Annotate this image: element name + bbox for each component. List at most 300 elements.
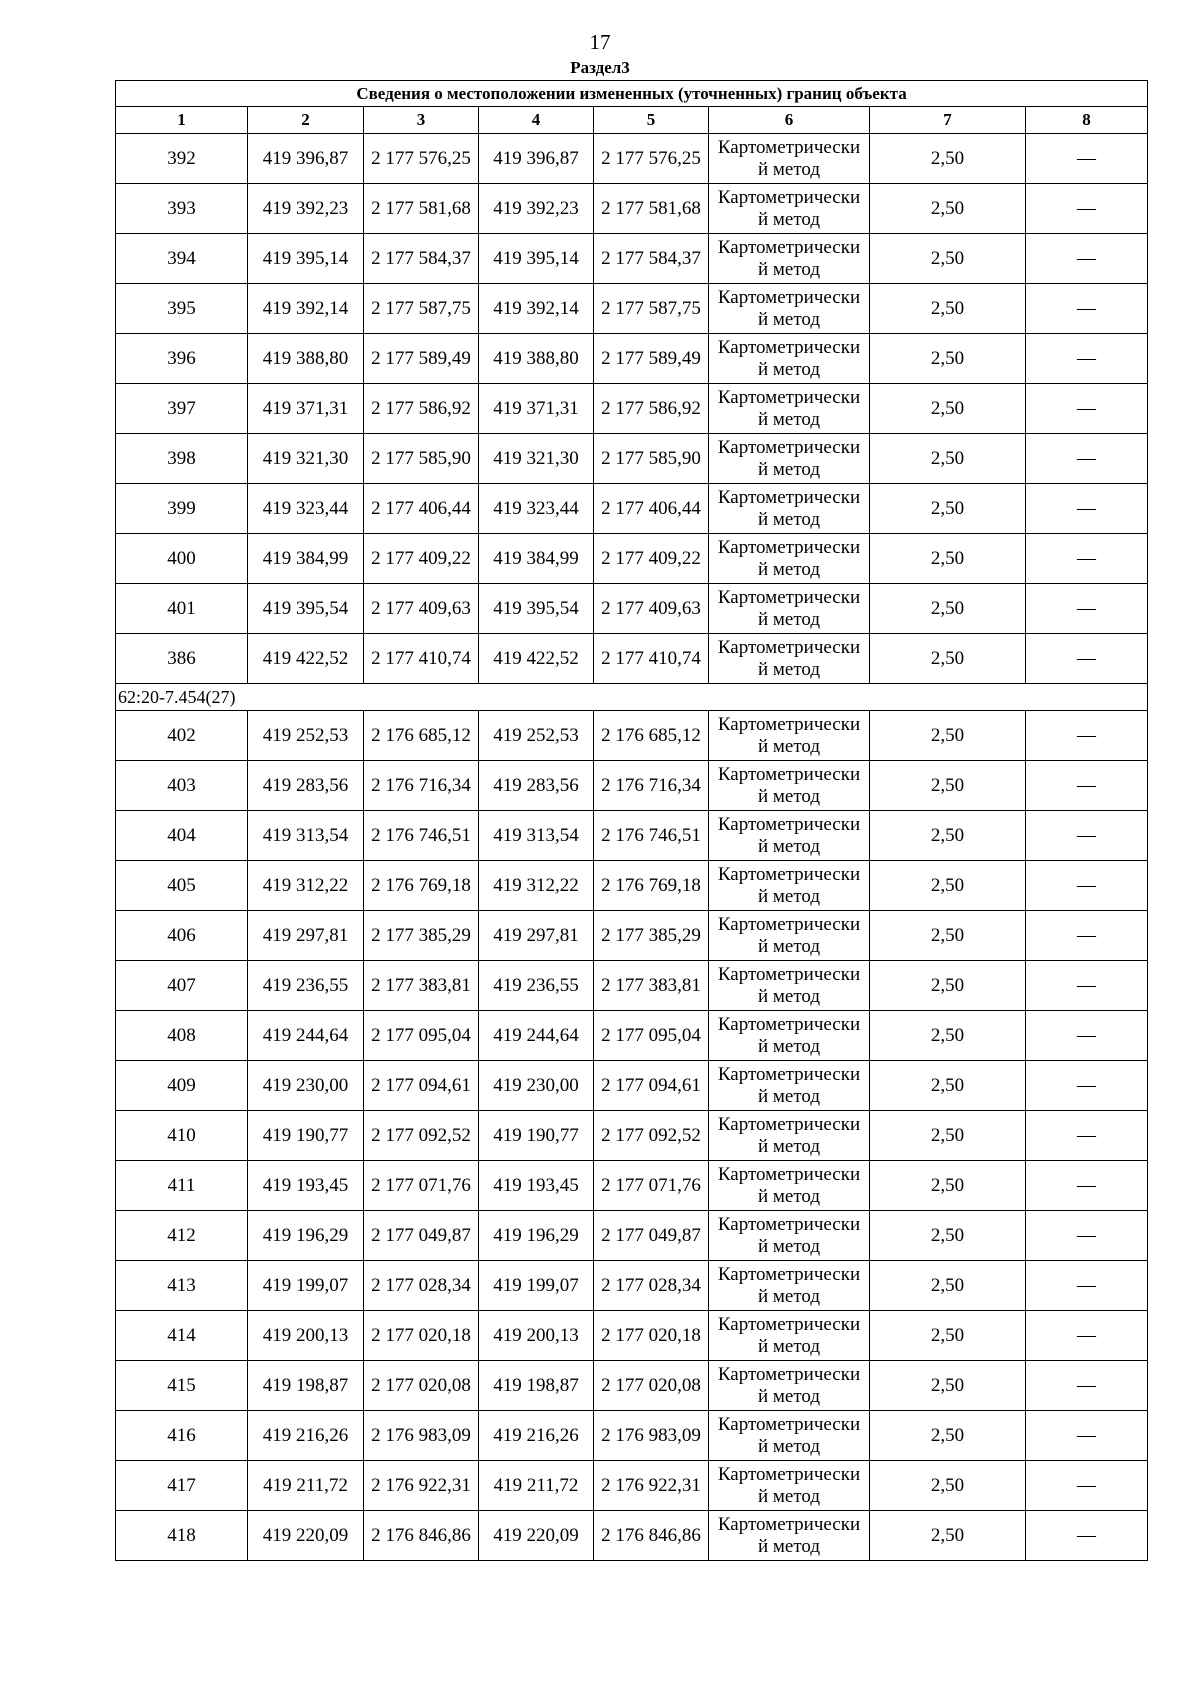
column-number: 8 (1026, 107, 1148, 134)
new-y-cell: 2 176 846,86 (594, 1511, 709, 1561)
table-row (116, 1111, 1148, 1161)
table-row (116, 1061, 1148, 1111)
new-y-cell: 2 177 071,76 (594, 1161, 709, 1211)
method-cell (709, 434, 870, 484)
new-x-cell: 419 216,26 (479, 1411, 594, 1461)
method-cell (709, 711, 870, 761)
method-line-1: Картометрически (717, 1513, 861, 1535)
method-line-2: й метод (757, 1285, 821, 1307)
description-cell: — (1026, 134, 1148, 184)
old-y-cell: 2 176 746,51 (364, 811, 479, 861)
boundary-coordinates-table (115, 80, 1148, 1561)
method-line-2: й метод (757, 458, 821, 480)
new-x-cell: 419 392,14 (479, 284, 594, 334)
table-row (116, 911, 1148, 961)
new-y-cell: 2 177 028,34 (594, 1261, 709, 1311)
point-number-cell: 396 (116, 334, 248, 384)
description-cell: — (1026, 761, 1148, 811)
table-row (116, 711, 1148, 761)
method-cell (709, 861, 870, 911)
table-row (116, 584, 1148, 634)
method-cell (709, 534, 870, 584)
new-y-cell: 2 177 410,74 (594, 634, 709, 684)
new-x-cell: 419 422,52 (479, 634, 594, 684)
new-x-cell: 419 220,09 (479, 1511, 594, 1561)
new-y-cell: 2 177 092,52 (594, 1111, 709, 1161)
old-y-cell: 2 177 589,49 (364, 334, 479, 384)
method-cell (709, 1361, 870, 1411)
method-line-1: Картометрически (717, 1463, 861, 1485)
precision-cell: 2,50 (870, 534, 1026, 584)
old-y-cell: 2 177 406,44 (364, 484, 479, 534)
new-x-cell: 419 283,56 (479, 761, 594, 811)
new-y-cell: 2 177 383,81 (594, 961, 709, 1011)
old-x-cell: 419 230,00 (248, 1061, 364, 1111)
new-x-cell: 419 323,44 (479, 484, 594, 534)
table-title-row (116, 81, 1148, 107)
precision-cell: 2,50 (870, 184, 1026, 234)
old-y-cell: 2 176 983,09 (364, 1411, 479, 1461)
column-number: 2 (248, 107, 364, 134)
method-cell (709, 1311, 870, 1361)
description-cell: — (1026, 1261, 1148, 1311)
method-line-2: й метод (757, 1135, 821, 1157)
table-row (116, 534, 1148, 584)
description-cell: — (1026, 634, 1148, 684)
old-y-cell: 2 177 576,25 (364, 134, 479, 184)
table-row (116, 1461, 1148, 1511)
old-x-cell: 419 211,72 (248, 1461, 364, 1511)
column-number-row (116, 107, 1148, 134)
table-row (116, 434, 1148, 484)
table-row (116, 284, 1148, 334)
precision-cell: 2,50 (870, 1261, 1026, 1311)
new-y-cell: 2 177 587,75 (594, 284, 709, 334)
method-line-1: Картометрически (717, 1413, 861, 1435)
old-x-cell: 419 323,44 (248, 484, 364, 534)
column-number: 7 (870, 107, 1026, 134)
method-line-1: Картометрически (717, 286, 861, 308)
new-x-cell: 419 388,80 (479, 334, 594, 384)
precision-cell: 2,50 (870, 761, 1026, 811)
new-x-cell: 419 252,53 (479, 711, 594, 761)
old-y-cell: 2 177 383,81 (364, 961, 479, 1011)
old-x-cell: 419 312,22 (248, 861, 364, 911)
table-title: Сведения о местоположении измененных (уточненных) границ объекта (116, 81, 1148, 107)
method-cell (709, 234, 870, 284)
old-x-cell: 419 384,99 (248, 534, 364, 584)
method-cell (709, 911, 870, 961)
new-y-cell: 2 177 585,90 (594, 434, 709, 484)
method-line-1: Картометрически (717, 486, 861, 508)
old-x-cell: 419 313,54 (248, 811, 364, 861)
method-line-2: й метод (757, 1085, 821, 1107)
description-cell: — (1026, 584, 1148, 634)
precision-cell: 2,50 (870, 861, 1026, 911)
description-cell: — (1026, 1161, 1148, 1211)
method-line-2: й метод (757, 785, 821, 807)
method-cell (709, 761, 870, 811)
new-y-cell: 2 177 409,22 (594, 534, 709, 584)
old-x-cell: 419 422,52 (248, 634, 364, 684)
method-line-2: й метод (757, 208, 821, 230)
old-y-cell: 2 177 028,34 (364, 1261, 479, 1311)
new-x-cell: 419 297,81 (479, 911, 594, 961)
old-y-cell: 2 177 094,61 (364, 1061, 479, 1111)
point-number-cell: 402 (116, 711, 248, 761)
description-cell: — (1026, 434, 1148, 484)
new-y-cell: 2 176 922,31 (594, 1461, 709, 1511)
new-y-cell: 2 177 589,49 (594, 334, 709, 384)
table-row (116, 134, 1148, 184)
point-number-cell: 415 (116, 1361, 248, 1411)
old-x-cell: 419 392,23 (248, 184, 364, 234)
precision-cell: 2,50 (870, 911, 1026, 961)
new-y-cell: 2 177 584,37 (594, 234, 709, 284)
point-number-cell: 405 (116, 861, 248, 911)
method-cell (709, 1461, 870, 1511)
precision-cell: 2,50 (870, 584, 1026, 634)
description-cell: — (1026, 1111, 1148, 1161)
point-number-cell: 412 (116, 1211, 248, 1261)
precision-cell: 2,50 (870, 1511, 1026, 1561)
description-cell: — (1026, 384, 1148, 434)
old-y-cell: 2 177 020,08 (364, 1361, 479, 1411)
old-x-cell: 419 198,87 (248, 1361, 364, 1411)
precision-cell: 2,50 (870, 384, 1026, 434)
method-line-2: й метод (757, 735, 821, 757)
method-line-1: Картометрически (717, 1363, 861, 1385)
method-cell (709, 1111, 870, 1161)
new-x-cell: 419 198,87 (479, 1361, 594, 1411)
method-line-2: й метод (757, 985, 821, 1007)
precision-cell: 2,50 (870, 711, 1026, 761)
description-cell: — (1026, 1511, 1148, 1561)
method-line-2: й метод (757, 158, 821, 180)
point-number-cell: 395 (116, 284, 248, 334)
point-number-cell: 400 (116, 534, 248, 584)
method-cell (709, 1161, 870, 1211)
point-number-cell: 386 (116, 634, 248, 684)
new-x-cell: 419 395,14 (479, 234, 594, 284)
method-line-1: Картометрически (717, 813, 861, 835)
method-line-1: Картометрически (717, 536, 861, 558)
method-cell (709, 961, 870, 1011)
new-y-cell: 2 177 586,92 (594, 384, 709, 434)
new-x-cell: 419 193,45 (479, 1161, 594, 1211)
new-y-cell: 2 176 716,34 (594, 761, 709, 811)
method-line-1: Картометрически (717, 436, 861, 458)
old-x-cell: 419 395,14 (248, 234, 364, 284)
old-y-cell: 2 177 585,90 (364, 434, 479, 484)
point-number-cell: 410 (116, 1111, 248, 1161)
new-x-cell: 419 211,72 (479, 1461, 594, 1511)
point-number-cell: 409 (116, 1061, 248, 1111)
method-line-1: Картометрически (717, 236, 861, 258)
description-cell: — (1026, 334, 1148, 384)
method-line-1: Картометрически (717, 1213, 861, 1235)
method-line-2: й метод (757, 1485, 821, 1507)
table-row (116, 1361, 1148, 1411)
old-x-cell: 419 371,31 (248, 384, 364, 434)
new-x-cell: 419 395,54 (479, 584, 594, 634)
method-line-1: Картометрически (717, 1013, 861, 1035)
column-number: 5 (594, 107, 709, 134)
method-line-1: Картометрически (717, 763, 861, 785)
table-row (116, 811, 1148, 861)
table-row (116, 1261, 1148, 1311)
new-y-cell: 2 177 095,04 (594, 1011, 709, 1061)
new-x-cell: 419 244,64 (479, 1011, 594, 1061)
method-line-1: Картометрически (717, 713, 861, 735)
method-cell (709, 334, 870, 384)
method-line-2: й метод (757, 935, 821, 957)
description-cell: — (1026, 184, 1148, 234)
description-cell: — (1026, 284, 1148, 334)
method-line-1: Картометрически (717, 863, 861, 885)
precision-cell: 2,50 (870, 1461, 1026, 1511)
table-row (116, 384, 1148, 434)
old-y-cell: 2 177 410,74 (364, 634, 479, 684)
old-y-cell: 2 177 020,18 (364, 1311, 479, 1361)
method-line-1: Картометрически (717, 1063, 861, 1085)
new-y-cell: 2 177 409,63 (594, 584, 709, 634)
old-y-cell: 2 177 092,52 (364, 1111, 479, 1161)
old-y-cell: 2 176 922,31 (364, 1461, 479, 1511)
page-number: 17 (589, 30, 611, 54)
point-number-cell: 417 (116, 1461, 248, 1511)
method-cell (709, 1211, 870, 1261)
method-line-2: й метод (757, 508, 821, 530)
old-x-cell: 419 283,56 (248, 761, 364, 811)
new-y-cell: 2 176 769,18 (594, 861, 709, 911)
point-number-cell: 414 (116, 1311, 248, 1361)
new-x-cell: 419 190,77 (479, 1111, 594, 1161)
column-number: 3 (364, 107, 479, 134)
old-x-cell: 419 392,14 (248, 284, 364, 334)
old-x-cell: 419 190,77 (248, 1111, 364, 1161)
old-x-cell: 419 396,87 (248, 134, 364, 184)
new-x-cell: 419 371,31 (479, 384, 594, 434)
method-line-1: Картометрически (717, 186, 861, 208)
method-line-1: Картометрически (717, 386, 861, 408)
precision-cell: 2,50 (870, 234, 1026, 284)
table-row (116, 1411, 1148, 1461)
method-line-1: Картометрически (717, 586, 861, 608)
new-x-cell: 419 230,00 (479, 1061, 594, 1111)
old-y-cell: 2 177 095,04 (364, 1011, 479, 1061)
method-line-2: й метод (757, 1535, 821, 1557)
table-row (116, 1161, 1148, 1211)
old-y-cell: 2 177 071,76 (364, 1161, 479, 1211)
precision-cell: 2,50 (870, 1061, 1026, 1111)
old-x-cell: 419 216,26 (248, 1411, 364, 1461)
method-line-2: й метод (757, 835, 821, 857)
table-row (116, 861, 1148, 911)
old-y-cell: 2 176 685,12 (364, 711, 479, 761)
column-number: 4 (479, 107, 594, 134)
method-cell (709, 1261, 870, 1311)
new-y-cell: 2 176 685,12 (594, 711, 709, 761)
new-x-cell: 419 199,07 (479, 1261, 594, 1311)
point-number-cell: 413 (116, 1261, 248, 1311)
method-line-2: й метод (757, 358, 821, 380)
point-number-cell: 397 (116, 384, 248, 434)
method-line-2: й метод (757, 408, 821, 430)
new-x-cell: 419 396,87 (479, 134, 594, 184)
new-y-cell: 2 177 385,29 (594, 911, 709, 961)
old-y-cell: 2 177 385,29 (364, 911, 479, 961)
point-number-cell: 407 (116, 961, 248, 1011)
old-y-cell: 2 177 586,92 (364, 384, 479, 434)
old-y-cell: 2 176 769,18 (364, 861, 479, 911)
point-number-cell: 394 (116, 234, 248, 284)
method-line-2: й метод (757, 558, 821, 580)
new-y-cell: 2 176 746,51 (594, 811, 709, 861)
point-number-cell: 408 (116, 1011, 248, 1061)
new-y-cell: 2 177 020,08 (594, 1361, 709, 1411)
table-row (116, 761, 1148, 811)
point-number-cell: 399 (116, 484, 248, 534)
section-label: Раздел3 (570, 58, 630, 77)
old-y-cell: 2 177 409,63 (364, 584, 479, 634)
precision-cell: 2,50 (870, 484, 1026, 534)
old-x-cell: 419 193,45 (248, 1161, 364, 1211)
precision-cell: 2,50 (870, 434, 1026, 484)
point-number-cell: 403 (116, 761, 248, 811)
new-x-cell: 419 312,22 (479, 861, 594, 911)
precision-cell: 2,50 (870, 334, 1026, 384)
old-x-cell: 419 395,54 (248, 584, 364, 634)
precision-cell: 2,50 (870, 1211, 1026, 1261)
method-cell (709, 1411, 870, 1461)
precision-cell: 2,50 (870, 134, 1026, 184)
point-number-cell: 404 (116, 811, 248, 861)
method-line-1: Картометрически (717, 1163, 861, 1185)
description-cell: — (1026, 861, 1148, 911)
point-number-cell: 411 (116, 1161, 248, 1211)
precision-cell: 2,50 (870, 634, 1026, 684)
method-line-1: Картометрически (717, 913, 861, 935)
table-row (116, 184, 1148, 234)
description-cell: — (1026, 234, 1148, 284)
method-line-1: Картометрически (717, 1313, 861, 1335)
group-label-row (116, 684, 1148, 711)
table-row (116, 1511, 1148, 1561)
method-cell (709, 1511, 870, 1561)
new-x-cell: 419 321,30 (479, 434, 594, 484)
old-x-cell: 419 199,07 (248, 1261, 364, 1311)
old-x-cell: 419 388,80 (248, 334, 364, 384)
new-x-cell: 419 236,55 (479, 961, 594, 1011)
description-cell: — (1026, 1061, 1148, 1111)
method-line-1: Картометрически (717, 1113, 861, 1135)
precision-cell: 2,50 (870, 1111, 1026, 1161)
method-line-2: й метод (757, 885, 821, 907)
new-y-cell: 2 177 581,68 (594, 184, 709, 234)
old-x-cell: 419 297,81 (248, 911, 364, 961)
table-row (116, 634, 1148, 684)
method-line-2: й метод (757, 658, 821, 680)
point-number-cell: 398 (116, 434, 248, 484)
column-number: 6 (709, 107, 870, 134)
description-cell: — (1026, 711, 1148, 761)
point-number-cell: 393 (116, 184, 248, 234)
new-y-cell: 2 177 576,25 (594, 134, 709, 184)
table-row (116, 961, 1148, 1011)
precision-cell: 2,50 (870, 811, 1026, 861)
table-row (116, 334, 1148, 384)
new-x-cell: 419 196,29 (479, 1211, 594, 1261)
old-y-cell: 2 177 409,22 (364, 534, 479, 584)
new-x-cell: 419 384,99 (479, 534, 594, 584)
method-line-1: Картометрически (717, 963, 861, 985)
precision-cell: 2,50 (870, 1361, 1026, 1411)
precision-cell: 2,50 (870, 284, 1026, 334)
description-cell: — (1026, 534, 1148, 584)
description-cell: — (1026, 911, 1148, 961)
method-line-1: Картометрически (717, 336, 861, 358)
old-y-cell: 2 177 581,68 (364, 184, 479, 234)
old-y-cell: 2 177 587,75 (364, 284, 479, 334)
old-y-cell: 2 176 846,86 (364, 1511, 479, 1561)
point-number-cell: 418 (116, 1511, 248, 1561)
point-number-cell: 406 (116, 911, 248, 961)
method-line-2: й метод (757, 1335, 821, 1357)
method-cell (709, 284, 870, 334)
description-cell: — (1026, 811, 1148, 861)
old-x-cell: 419 244,64 (248, 1011, 364, 1061)
description-cell: — (1026, 484, 1148, 534)
description-cell: — (1026, 961, 1148, 1011)
method-line-2: й метод (757, 1435, 821, 1457)
old-x-cell: 419 321,30 (248, 434, 364, 484)
description-cell: — (1026, 1411, 1148, 1461)
new-y-cell: 2 177 094,61 (594, 1061, 709, 1111)
description-cell: — (1026, 1361, 1148, 1411)
new-y-cell: 2 177 020,18 (594, 1311, 709, 1361)
precision-cell: 2,50 (870, 1411, 1026, 1461)
method-cell (709, 811, 870, 861)
method-line-2: й метод (757, 1235, 821, 1257)
group-label: 62:20-7.454(27) (116, 684, 1148, 711)
new-y-cell: 2 177 406,44 (594, 484, 709, 534)
precision-cell: 2,50 (870, 961, 1026, 1011)
method-line-2: й метод (757, 308, 821, 330)
method-line-2: й метод (757, 1035, 821, 1057)
new-y-cell: 2 176 983,09 (594, 1411, 709, 1461)
old-x-cell: 419 196,29 (248, 1211, 364, 1261)
method-line-1: Картометрически (717, 136, 861, 158)
old-x-cell: 419 236,55 (248, 961, 364, 1011)
table-row (116, 234, 1148, 284)
method-line-2: й метод (757, 1385, 821, 1407)
old-y-cell: 2 177 584,37 (364, 234, 479, 284)
method-cell (709, 484, 870, 534)
old-y-cell: 2 176 716,34 (364, 761, 479, 811)
method-cell (709, 184, 870, 234)
method-line-2: й метод (757, 258, 821, 280)
point-number-cell: 416 (116, 1411, 248, 1461)
old-y-cell: 2 177 049,87 (364, 1211, 479, 1261)
old-x-cell: 419 220,09 (248, 1511, 364, 1561)
method-line-1: Картометрически (717, 1263, 861, 1285)
table-row (116, 1211, 1148, 1261)
method-cell (709, 1061, 870, 1111)
method-line-2: й метод (757, 608, 821, 630)
precision-cell: 2,50 (870, 1161, 1026, 1211)
new-x-cell: 419 313,54 (479, 811, 594, 861)
